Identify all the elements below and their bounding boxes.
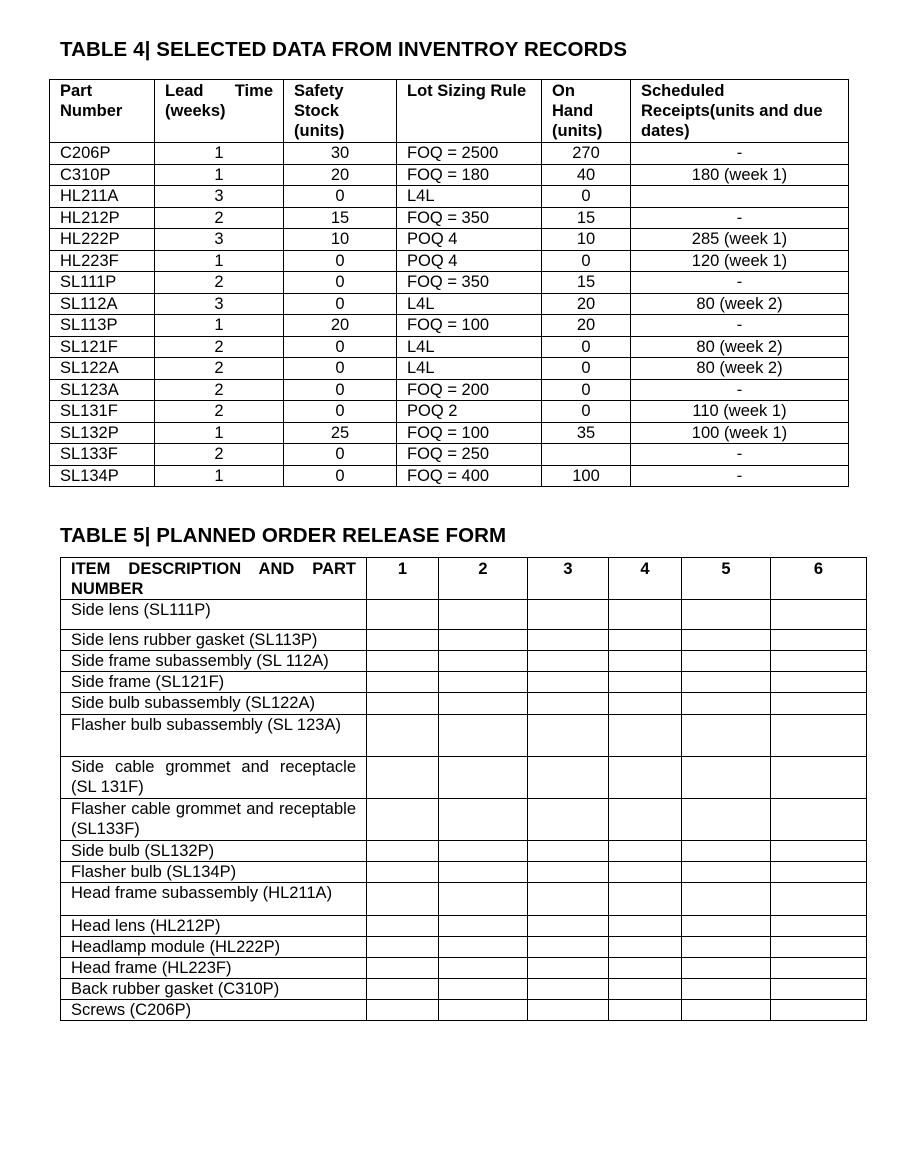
cell-period-4 (609, 1000, 682, 1021)
table4-header-row (50, 80, 849, 143)
cell-period-1 (367, 672, 439, 693)
cell-period-4 (609, 715, 682, 757)
table-row (50, 186, 849, 208)
table-row (61, 958, 867, 979)
cell-period-4 (609, 600, 682, 630)
cell-item-description: Side bulb (SL132P) (61, 841, 367, 862)
cell-onhand: 40 (542, 164, 631, 186)
table-row (50, 401, 849, 423)
cell-period-1 (367, 979, 439, 1000)
header-item-description: ITEM DESCRIPTION AND PART NUMBER (61, 558, 367, 600)
cell-period-3 (528, 799, 609, 841)
cell-safety: 0 (284, 250, 397, 272)
cell-period-5 (682, 715, 771, 757)
cell-lead: 1 (155, 422, 284, 444)
cell-period-5 (682, 958, 771, 979)
cell-period-4 (609, 862, 682, 883)
cell-lot: FOQ = 2500 (397, 143, 542, 165)
cell-lot: FOQ = 100 (397, 422, 542, 444)
cell-period-5 (682, 916, 771, 937)
cell-lot: FOQ = 350 (397, 272, 542, 294)
cell-period-2 (439, 937, 528, 958)
cell-part: SL132P (50, 422, 155, 444)
cell-onhand (542, 444, 631, 466)
cell-onhand: 0 (542, 379, 631, 401)
cell-part: C206P (50, 143, 155, 165)
cell-onhand: 0 (542, 186, 631, 208)
cell-lot: L4L (397, 186, 542, 208)
table-row (61, 672, 867, 693)
header-part-number: Part Number (50, 80, 155, 143)
cell-onhand: 10 (542, 229, 631, 251)
cell-period-2 (439, 799, 528, 841)
table-row (50, 293, 849, 315)
cell-period-6 (771, 937, 867, 958)
cell-part: SL122A (50, 358, 155, 380)
table-row (61, 937, 867, 958)
cell-sched: - (631, 207, 849, 229)
cell-lot: POQ 4 (397, 250, 542, 272)
cell-period-2 (439, 883, 528, 916)
cell-sched: - (631, 272, 849, 294)
cell-period-2 (439, 672, 528, 693)
cell-part: HL212P (50, 207, 155, 229)
cell-onhand: 0 (542, 336, 631, 358)
header-lead-time-word2: Time (234, 82, 273, 100)
cell-period-6 (771, 958, 867, 979)
table5-title: TABLE 5| PLANNED ORDER RELEASE FORM (60, 524, 507, 547)
cell-period-4 (609, 841, 682, 862)
cell-sched: - (631, 315, 849, 337)
table-row (50, 444, 849, 466)
table-row (61, 693, 867, 715)
cell-safety: 0 (284, 401, 397, 423)
cell-period-3 (528, 841, 609, 862)
cell-period-6 (771, 715, 867, 757)
cell-period-6 (771, 672, 867, 693)
header-period-5: 5 (682, 558, 771, 600)
cell-lot: POQ 4 (397, 229, 542, 251)
cell-lead: 2 (155, 207, 284, 229)
table-row (61, 916, 867, 937)
table-row (50, 207, 849, 229)
cell-period-6 (771, 841, 867, 862)
table-row (61, 841, 867, 862)
cell-period-6 (771, 916, 867, 937)
cell-item-description: Side frame subassembly (SL 112A) (61, 651, 367, 672)
cell-sched: 100 (week 1) (631, 422, 849, 444)
cell-period-5 (682, 862, 771, 883)
cell-period-1 (367, 799, 439, 841)
cell-period-5 (682, 672, 771, 693)
cell-lead: 2 (155, 401, 284, 423)
cell-part: SL131F (50, 401, 155, 423)
cell-period-5 (682, 883, 771, 916)
inventory-records-table (49, 79, 849, 487)
table-row (50, 229, 849, 251)
cell-period-2 (439, 979, 528, 1000)
header-scheduled-receipts: Scheduled Receipts(units and due dates) (631, 80, 849, 143)
header-period-3: 3 (528, 558, 609, 600)
cell-safety: 20 (284, 164, 397, 186)
cell-period-4 (609, 672, 682, 693)
cell-item-description: Head frame subassembly (HL211A) (61, 883, 367, 916)
cell-item-description: Head frame (HL223F) (61, 958, 367, 979)
cell-part: HL222P (50, 229, 155, 251)
cell-part: SL112A (50, 293, 155, 315)
cell-sched (631, 186, 849, 208)
cell-sched: 80 (week 2) (631, 358, 849, 380)
header-lot-sizing-rule: Lot Sizing Rule (397, 80, 542, 143)
cell-period-1 (367, 651, 439, 672)
cell-onhand: 0 (542, 250, 631, 272)
cell-part: C310P (50, 164, 155, 186)
header-safety-stock: Safety Stock (units) (284, 80, 397, 143)
cell-sched: - (631, 465, 849, 487)
cell-sched: 120 (week 1) (631, 250, 849, 272)
cell-period-2 (439, 715, 528, 757)
planned-order-release-table (60, 557, 867, 1021)
table5-header-row (61, 558, 867, 600)
cell-period-1 (367, 841, 439, 862)
cell-period-1 (367, 715, 439, 757)
cell-lead: 1 (155, 315, 284, 337)
cell-lead: 1 (155, 250, 284, 272)
cell-period-6 (771, 600, 867, 630)
cell-period-2 (439, 841, 528, 862)
cell-lot: L4L (397, 336, 542, 358)
cell-lot: FOQ = 180 (397, 164, 542, 186)
cell-safety: 20 (284, 315, 397, 337)
header-period-1: 1 (367, 558, 439, 600)
cell-period-6 (771, 883, 867, 916)
header-lead-time-unit: (weeks) (165, 102, 226, 120)
cell-lead: 3 (155, 186, 284, 208)
cell-period-3 (528, 600, 609, 630)
table-row (50, 358, 849, 380)
cell-onhand: 20 (542, 315, 631, 337)
header-period-6: 6 (771, 558, 867, 600)
table-row (50, 164, 849, 186)
cell-lead: 2 (155, 444, 284, 466)
cell-onhand: 15 (542, 207, 631, 229)
cell-safety: 0 (284, 444, 397, 466)
cell-item-description: Flasher cable grommet and receptable (SL133F) (61, 799, 367, 841)
cell-safety: 0 (284, 336, 397, 358)
header-on-hand: On Hand (units) (542, 80, 631, 143)
cell-safety: 0 (284, 358, 397, 380)
cell-item-description: Side cable grommet and receptacle (SL 131F) (61, 757, 367, 799)
cell-period-6 (771, 693, 867, 715)
cell-onhand: 0 (542, 358, 631, 380)
cell-period-5 (682, 630, 771, 651)
cell-sched: 80 (week 2) (631, 336, 849, 358)
cell-period-1 (367, 958, 439, 979)
table-row (50, 272, 849, 294)
cell-safety: 0 (284, 186, 397, 208)
cell-period-1 (367, 883, 439, 916)
cell-part: SL133F (50, 444, 155, 466)
cell-period-4 (609, 916, 682, 937)
cell-item-description: Back rubber gasket (C310P) (61, 979, 367, 1000)
cell-period-2 (439, 757, 528, 799)
cell-period-2 (439, 862, 528, 883)
cell-period-4 (609, 630, 682, 651)
table-row (61, 883, 867, 916)
table-row (61, 1000, 867, 1021)
cell-period-6 (771, 979, 867, 1000)
cell-period-1 (367, 757, 439, 799)
cell-lead: 1 (155, 164, 284, 186)
cell-item-description: Side lens rubber gasket (SL113P) (61, 630, 367, 651)
cell-period-4 (609, 883, 682, 916)
cell-period-3 (528, 958, 609, 979)
cell-period-1 (367, 1000, 439, 1021)
table-row (61, 799, 867, 841)
cell-period-3 (528, 979, 609, 1000)
cell-part: SL113P (50, 315, 155, 337)
header-period-2: 2 (439, 558, 528, 600)
cell-item-description: Flasher bulb subassembly (SL 123A) (61, 715, 367, 757)
cell-period-3 (528, 1000, 609, 1021)
cell-item-description: Flasher bulb (SL134P) (61, 862, 367, 883)
table-row (61, 651, 867, 672)
cell-period-6 (771, 630, 867, 651)
cell-period-5 (682, 979, 771, 1000)
cell-period-5 (682, 600, 771, 630)
cell-sched: 285 (week 1) (631, 229, 849, 251)
cell-part: HL211A (50, 186, 155, 208)
cell-part: SL121F (50, 336, 155, 358)
cell-safety: 15 (284, 207, 397, 229)
cell-period-6 (771, 799, 867, 841)
header-lead-time-word1: Lead (165, 82, 204, 100)
cell-period-3 (528, 883, 609, 916)
cell-lead: 1 (155, 465, 284, 487)
cell-period-2 (439, 1000, 528, 1021)
cell-safety: 0 (284, 379, 397, 401)
cell-period-6 (771, 1000, 867, 1021)
cell-item-description: Side frame (SL121F) (61, 672, 367, 693)
cell-sched: 180 (week 1) (631, 164, 849, 186)
cell-sched: - (631, 143, 849, 165)
cell-period-5 (682, 1000, 771, 1021)
cell-lot: FOQ = 100 (397, 315, 542, 337)
cell-lead: 2 (155, 379, 284, 401)
cell-lot: FOQ = 350 (397, 207, 542, 229)
cell-period-5 (682, 841, 771, 862)
cell-onhand: 15 (542, 272, 631, 294)
cell-lead: 3 (155, 293, 284, 315)
cell-period-4 (609, 651, 682, 672)
cell-onhand: 20 (542, 293, 631, 315)
cell-period-2 (439, 600, 528, 630)
cell-period-5 (682, 757, 771, 799)
table-row (50, 315, 849, 337)
cell-part: SL134P (50, 465, 155, 487)
cell-period-1 (367, 937, 439, 958)
cell-period-6 (771, 651, 867, 672)
cell-part: HL223F (50, 250, 155, 272)
cell-part: SL111P (50, 272, 155, 294)
cell-safety: 0 (284, 272, 397, 294)
cell-lot: L4L (397, 293, 542, 315)
header-period-4: 4 (609, 558, 682, 600)
cell-item-description: Side lens (SL111P) (61, 600, 367, 630)
cell-lot: L4L (397, 358, 542, 380)
table-row (61, 862, 867, 883)
cell-safety: 30 (284, 143, 397, 165)
cell-period-4 (609, 958, 682, 979)
cell-period-4 (609, 693, 682, 715)
cell-safety: 25 (284, 422, 397, 444)
cell-onhand: 35 (542, 422, 631, 444)
table-row (50, 465, 849, 487)
cell-period-6 (771, 862, 867, 883)
table-row (61, 757, 867, 799)
cell-onhand: 100 (542, 465, 631, 487)
cell-safety: 10 (284, 229, 397, 251)
cell-lot: POQ 2 (397, 401, 542, 423)
cell-period-5 (682, 799, 771, 841)
cell-period-3 (528, 937, 609, 958)
cell-period-2 (439, 916, 528, 937)
cell-safety: 0 (284, 293, 397, 315)
cell-period-4 (609, 937, 682, 958)
cell-period-2 (439, 651, 528, 672)
cell-onhand: 0 (542, 401, 631, 423)
cell-period-4 (609, 757, 682, 799)
cell-period-3 (528, 693, 609, 715)
cell-period-3 (528, 715, 609, 757)
cell-period-3 (528, 672, 609, 693)
cell-period-1 (367, 600, 439, 630)
cell-period-5 (682, 651, 771, 672)
cell-period-1 (367, 693, 439, 715)
cell-item-description: Head lens (HL212P) (61, 916, 367, 937)
table-row (61, 979, 867, 1000)
table-row (61, 630, 867, 651)
cell-lead: 3 (155, 229, 284, 251)
table-row (61, 715, 867, 757)
cell-lot: FOQ = 400 (397, 465, 542, 487)
cell-safety: 0 (284, 465, 397, 487)
cell-lead: 2 (155, 272, 284, 294)
cell-period-2 (439, 958, 528, 979)
cell-period-6 (771, 757, 867, 799)
cell-onhand: 270 (542, 143, 631, 165)
cell-sched: 110 (week 1) (631, 401, 849, 423)
cell-period-3 (528, 757, 609, 799)
cell-period-5 (682, 693, 771, 715)
cell-period-1 (367, 916, 439, 937)
cell-sched: - (631, 444, 849, 466)
cell-sched: - (631, 379, 849, 401)
header-lead-time (155, 80, 284, 143)
cell-period-4 (609, 979, 682, 1000)
cell-period-5 (682, 937, 771, 958)
cell-lead: 2 (155, 336, 284, 358)
table-row (61, 600, 867, 630)
table4-title: TABLE 4| SELECTED DATA FROM INVENTROY RECORDS (60, 38, 628, 61)
cell-period-3 (528, 916, 609, 937)
cell-lead: 2 (155, 358, 284, 380)
cell-lot: FOQ = 200 (397, 379, 542, 401)
cell-part: SL123A (50, 379, 155, 401)
cell-item-description: Screws (C206P) (61, 1000, 367, 1021)
table-row (50, 336, 849, 358)
cell-item-description: Headlamp module (HL222P) (61, 937, 367, 958)
cell-item-description: Side bulb subassembly (SL122A) (61, 693, 367, 715)
cell-lot: FOQ = 250 (397, 444, 542, 466)
cell-period-1 (367, 862, 439, 883)
cell-period-2 (439, 693, 528, 715)
cell-sched: 80 (week 2) (631, 293, 849, 315)
cell-period-2 (439, 630, 528, 651)
cell-period-1 (367, 630, 439, 651)
cell-lead: 1 (155, 143, 284, 165)
cell-period-3 (528, 862, 609, 883)
cell-period-3 (528, 651, 609, 672)
table-row (50, 143, 849, 165)
cell-period-4 (609, 799, 682, 841)
table-row (50, 422, 849, 444)
table-row (50, 250, 849, 272)
table-row (50, 379, 849, 401)
cell-period-3 (528, 630, 609, 651)
